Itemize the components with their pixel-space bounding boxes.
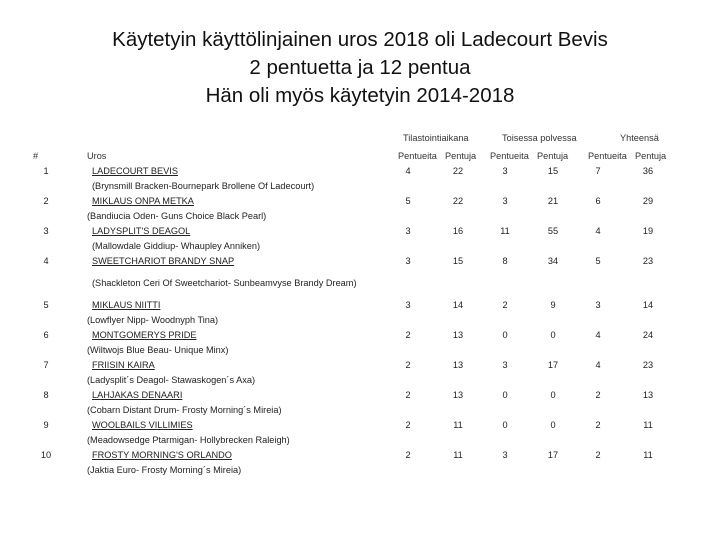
value-cell: 11 bbox=[453, 450, 463, 460]
value-cell: 8 bbox=[502, 256, 508, 266]
dog-name-link[interactable]: MONTGOMERYS PRIDE bbox=[92, 330, 197, 340]
value-cell: 21 bbox=[547, 196, 559, 206]
value-cell: 13 bbox=[452, 330, 464, 340]
dog-name-link[interactable]: SWEETCHARIOT BRANDY SNAP bbox=[92, 256, 235, 266]
value-cell: 9 bbox=[550, 300, 556, 310]
value-cell: 3 bbox=[405, 300, 411, 310]
value-cell: 16 bbox=[452, 226, 464, 236]
value-cell: 55 bbox=[547, 226, 559, 236]
value-cell: 0 bbox=[502, 330, 508, 340]
row-index: 10 bbox=[40, 450, 52, 460]
value-cell: 29 bbox=[642, 196, 654, 206]
value-cell: 2 bbox=[502, 300, 508, 310]
value-cell: 13 bbox=[452, 360, 464, 370]
value-cell: 0 bbox=[550, 420, 556, 430]
row-index: 4 bbox=[43, 256, 49, 266]
value-cell: 6 bbox=[595, 196, 601, 206]
value-cell: 3 bbox=[595, 300, 601, 310]
title-line-3: Hän oli myös käytetyin 2014-2018 bbox=[205, 84, 515, 107]
header-pentuja-3: Pentuja bbox=[635, 151, 667, 161]
value-cell: 3 bbox=[502, 360, 508, 370]
value-cell: 11 bbox=[453, 420, 463, 430]
value-cell: 4 bbox=[595, 226, 601, 236]
dog-pedigree: (Brynsmill Bracken-Bournepark Brollene Of Ladecourt) bbox=[92, 181, 315, 191]
dog-pedigree: (Jaktia Euro- Frosty Morning´s Mireia) bbox=[87, 465, 242, 475]
value-cell: 2 bbox=[595, 450, 601, 460]
value-cell: 2 bbox=[405, 330, 411, 340]
value-cell: 2 bbox=[405, 360, 411, 370]
value-cell: 11 bbox=[500, 226, 510, 236]
dog-pedigree: (Mallowdale Giddiup- Whaupley Anniken) bbox=[92, 241, 261, 251]
value-cell: 2 bbox=[595, 390, 601, 400]
value-cell: 22 bbox=[452, 196, 464, 206]
value-cell: 14 bbox=[452, 300, 464, 310]
value-cell: 3 bbox=[502, 196, 508, 206]
row-index: 5 bbox=[43, 300, 49, 310]
row-index: 8 bbox=[43, 390, 49, 400]
value-cell: 5 bbox=[595, 256, 601, 266]
header-pentuja-1: Pentuja bbox=[445, 151, 477, 161]
value-cell: 0 bbox=[502, 420, 508, 430]
dog-pedigree: (Wiltwojs Blue Beau- Unique Minx) bbox=[87, 345, 229, 355]
value-cell: 23 bbox=[642, 256, 654, 266]
dog-name-link[interactable]: WOOLBAILS VILLIMIES bbox=[92, 420, 193, 430]
header-uros: Uros bbox=[87, 151, 107, 161]
value-cell: 24 bbox=[642, 330, 654, 340]
value-cell: 3 bbox=[502, 450, 508, 460]
row-index: 1 bbox=[43, 166, 49, 176]
header-pentueita-2: Pentueita bbox=[490, 151, 529, 161]
dog-name-link[interactable]: LADECOURT BEVIS bbox=[92, 166, 178, 176]
value-cell: 0 bbox=[502, 390, 508, 400]
dog-pedigree: (Meadowsedge Ptarmigan- Hollybrecken Raleigh) bbox=[87, 435, 290, 445]
row-index: 3 bbox=[43, 226, 49, 236]
header-pentueita-3: Pentueita bbox=[588, 151, 627, 161]
value-cell: 2 bbox=[405, 450, 411, 460]
dog-name-link[interactable]: LAHJAKAS DENAARI bbox=[92, 390, 183, 400]
value-cell: 22 bbox=[452, 166, 464, 176]
row-index: 2 bbox=[43, 196, 49, 206]
dog-pedigree: (Lowflyer Nipp- Woodnyph Tina) bbox=[87, 315, 219, 325]
value-cell: 34 bbox=[547, 256, 559, 266]
value-cell: 36 bbox=[642, 166, 654, 176]
value-cell: 7 bbox=[595, 166, 601, 176]
value-cell: 2 bbox=[405, 420, 411, 430]
value-cell: 19 bbox=[642, 226, 654, 236]
row-index: 9 bbox=[43, 420, 49, 430]
dog-name-link[interactable]: MIKLAUS NIITTI bbox=[92, 300, 161, 310]
dog-name-link[interactable]: MIKLAUS ONPA METKA bbox=[92, 196, 194, 206]
value-cell: 3 bbox=[405, 256, 411, 266]
dog-name-link[interactable]: LADYSPLIT'S DEAGOL bbox=[92, 226, 191, 236]
dog-pedigree: (Cobarn Distant Drum- Frosty Morning´s Mireia) bbox=[87, 405, 282, 415]
page-title bbox=[0, 26, 720, 110]
value-cell: 0 bbox=[550, 390, 556, 400]
title-line-2: 2 pentuetta ja 12 pentua bbox=[249, 56, 471, 79]
header-hash: # bbox=[33, 151, 39, 161]
dog-pedigree: (Bandiucia Oden- Guns Choice Black Pearl) bbox=[87, 211, 267, 221]
row-index: 7 bbox=[43, 360, 49, 370]
value-cell: 4 bbox=[595, 360, 601, 370]
dog-pedigree: (Ladysplit´s Deagol- Stawaskogen´s Axa) bbox=[87, 375, 256, 385]
value-cell: 3 bbox=[405, 226, 411, 236]
value-cell: 15 bbox=[452, 256, 464, 266]
dog-name-link[interactable]: FRIISIN KAIRA bbox=[92, 360, 155, 370]
title-line-1: Käytetyin käyttölinjainen uros 2018 oli Ladecourt Bevis bbox=[112, 28, 608, 51]
value-cell: 11 bbox=[643, 450, 653, 460]
value-cell: 17 bbox=[547, 450, 559, 460]
header-toisessa-polvessa: Toisessa polvessa bbox=[502, 133, 577, 143]
value-cell: 11 bbox=[643, 420, 653, 430]
value-cell: 13 bbox=[642, 390, 654, 400]
value-cell: 2 bbox=[595, 420, 601, 430]
dog-pedigree: (Shackleton Ceri Of Sweetchariot- Sunbeamvyse Brandy Dream) bbox=[92, 278, 357, 288]
value-cell: 14 bbox=[642, 300, 654, 310]
header-pentuja-2: Pentuja bbox=[537, 151, 569, 161]
value-cell: 13 bbox=[452, 390, 464, 400]
value-cell: 3 bbox=[502, 166, 508, 176]
value-cell: 2 bbox=[405, 390, 411, 400]
value-cell: 5 bbox=[405, 196, 411, 206]
value-cell: 17 bbox=[547, 360, 559, 370]
value-cell: 15 bbox=[547, 166, 559, 176]
dog-name-link[interactable]: FROSTY MORNING'S ORLANDO bbox=[92, 450, 232, 460]
header-tilastointiaikana: Tilastointiaikana bbox=[403, 133, 469, 143]
value-cell: 4 bbox=[405, 166, 411, 176]
header-pentueita-1: Pentueita bbox=[398, 151, 437, 161]
value-cell: 4 bbox=[595, 330, 601, 340]
row-index: 6 bbox=[43, 330, 49, 340]
header-yhteensa: Yhteensä bbox=[620, 133, 659, 143]
value-cell: 0 bbox=[550, 330, 556, 340]
value-cell: 23 bbox=[642, 360, 654, 370]
